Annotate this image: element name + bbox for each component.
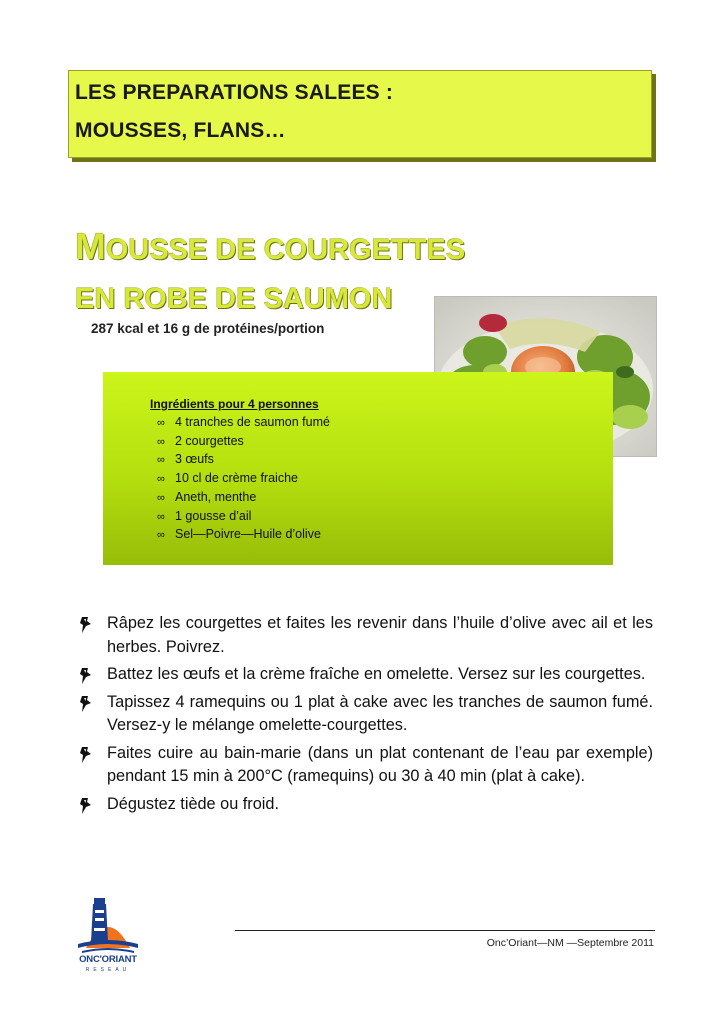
logo-subtitle: RESEAU bbox=[85, 967, 131, 973]
ingredient-item: ∞ 2 courgettes bbox=[157, 433, 330, 452]
infinity-bullet-icon: ∞ bbox=[157, 510, 165, 523]
logo-name: ONC'ORIANT bbox=[79, 954, 137, 965]
ingredient-item: ∞ 3 œufs bbox=[157, 451, 330, 470]
ingredient-item: ∞ 1 gousse d’ail bbox=[157, 508, 330, 527]
nutrition-info: 287 kcal et 16 g de protéines/portion bbox=[91, 321, 325, 336]
title-rest: OUSSE DE COURGETTES bbox=[105, 234, 466, 266]
pushpin-icon bbox=[77, 666, 97, 686]
title-initial: M bbox=[75, 226, 106, 267]
ingredient-item: ∞ Sel—Poivre—Huile d’olive bbox=[157, 526, 330, 545]
ingredient-item: ∞ 4 tranches de saumon fumé bbox=[157, 414, 330, 433]
pushpin-icon bbox=[77, 694, 97, 714]
step-item: Râpez les courgettes et faites les revenir dans l’huile d’olive avec ail et les herbes. Poivrez. bbox=[77, 612, 653, 659]
banner-line-2: MOUSSES, FLANS… bbox=[75, 119, 286, 142]
ingredients-list bbox=[157, 414, 330, 545]
infinity-bullet-icon: ∞ bbox=[157, 529, 165, 542]
footer-text: Onc’Oriant—NM —Septembre 2011 bbox=[486, 937, 654, 949]
recipe-title-line-2: EN ROBE DE SAUMON bbox=[75, 283, 393, 315]
recipe-title-line-1 bbox=[75, 226, 465, 268]
pushpin-icon bbox=[77, 796, 97, 816]
step-item: Battez les œufs et la crème fraîche en omelette. Versez sur les courgettes. bbox=[77, 663, 653, 687]
ingredients-box bbox=[103, 372, 613, 565]
banner-line-1: LES PREPARATIONS SALEES : bbox=[75, 81, 394, 104]
step-item: Tapissez 4 ramequins ou 1 plat à cake avec les tranches de saumon fumé. Versez-y le mélange omelette-courgettes. bbox=[77, 691, 653, 738]
infinity-bullet-icon: ∞ bbox=[157, 491, 165, 504]
infinity-bullet-icon: ∞ bbox=[157, 435, 165, 448]
preparation-steps bbox=[77, 612, 653, 820]
infinity-bullet-icon: ∞ bbox=[157, 473, 165, 486]
step-item: Faites cuire au bain-marie (dans un plat contenant de l’eau par exemple) pendant 15 min à 200°C (ramequins) ou 30 à 40 min (plat à cake). bbox=[77, 742, 653, 789]
ingredient-item: ∞ 10 cl de crème fraiche bbox=[157, 470, 330, 489]
step-item: Dégustez tiède ou froid. bbox=[77, 793, 653, 817]
infinity-bullet-icon: ∞ bbox=[157, 454, 165, 467]
pushpin-icon bbox=[77, 615, 97, 635]
pushpin-icon bbox=[77, 745, 97, 765]
infinity-bullet-icon: ∞ bbox=[157, 417, 165, 429]
section-banner bbox=[68, 70, 652, 158]
ingredient-item: ∞ Aneth, menthe bbox=[157, 489, 330, 508]
footer-divider bbox=[235, 930, 655, 931]
ingredients-heading: Ingrédients pour 4 personnes bbox=[150, 397, 319, 411]
